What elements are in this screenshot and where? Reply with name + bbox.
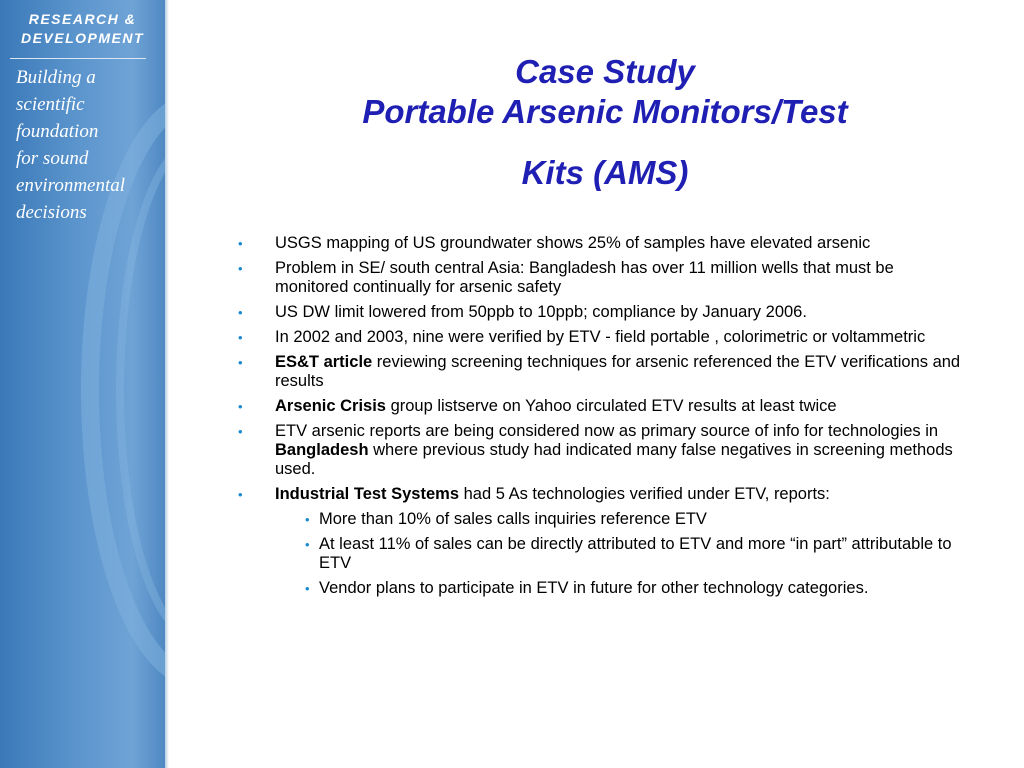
slide-content	[238, 234, 963, 604]
sub-bullet-item: • Vendor plans to participate in ETV in future for other technology categories.	[275, 579, 963, 598]
sub-bullet-list	[275, 510, 963, 598]
title-line-1: Case Study	[515, 53, 695, 90]
bullet-item: • Industrial Test Systems had 5 As technologies verified under ETV, reports: • More than 10% of sales calls inquiries reference ETV • At least 11% of sales can be directly attributed to ETV and more “in part” attributable to ETV • Vendor plans to participate in ETV in future for other technology categories.	[238, 485, 963, 598]
tagline-line: for sound	[16, 148, 89, 169]
tagline-line: environmental	[16, 175, 126, 196]
bullet-item: • ES&T article reviewing screening techniques for arsenic referenced the ETV verifications and results	[238, 353, 963, 391]
bullet-item: • Arsenic Crisis group listserve on Yahoo circulated ETV results at least twice	[238, 397, 963, 416]
slide-title	[300, 52, 910, 193]
bullet-bold: Industrial Test Systems	[275, 485, 460, 503]
tagline	[16, 64, 165, 226]
header-line-2: DEVELOPMENT	[20, 30, 145, 46]
tagline-line: foundation	[16, 121, 99, 142]
header-divider	[10, 58, 146, 59]
bullet-item: • ETV arsenic reports are being considered now as primary source of info for technologies in Bangladesh where previous study had indicated many false negatives in screening methods used.	[238, 422, 963, 479]
bullet-item: • USGS mapping of US groundwater shows 25% of samples have elevated arsenic	[238, 234, 963, 253]
sub-bullet-item: • At least 11% of sales can be directly attributed to ETV and more “in part” attributable to ETV	[275, 535, 963, 573]
sidebar-edge	[165, 0, 169, 768]
tagline-line: Building a	[16, 67, 96, 88]
bullet-bold: Arsenic Crisis	[275, 397, 386, 415]
title-line-3: Kits (AMS)	[521, 154, 689, 191]
bullet-item: • In 2002 and 2003, nine were verified by ETV - field portable , colorimetric or voltammetric	[238, 328, 963, 347]
bullet-list	[238, 234, 963, 598]
sub-bullet-item: • More than 10% of sales calls inquiries reference ETV	[275, 510, 963, 529]
sidebar-panel	[0, 0, 165, 768]
research-development-header	[0, 10, 165, 48]
header-line-1: RESEARCH &	[28, 11, 137, 27]
bullet-item: • US DW limit lowered from 50ppb to 10ppb; compliance by January 2006.	[238, 303, 963, 322]
tagline-line: decisions	[16, 202, 87, 223]
tagline-line: scientific	[16, 94, 85, 115]
bullet-item: • Problem in SE/ south central Asia: Bangladesh has over 11 million wells that must be monitored continually for arsenic safety	[238, 259, 963, 297]
title-line-2: Portable Arsenic Monitors/Test	[362, 93, 848, 130]
bullet-bold: Bangladesh	[275, 441, 369, 459]
bullet-bold: ES&T article	[275, 353, 373, 371]
